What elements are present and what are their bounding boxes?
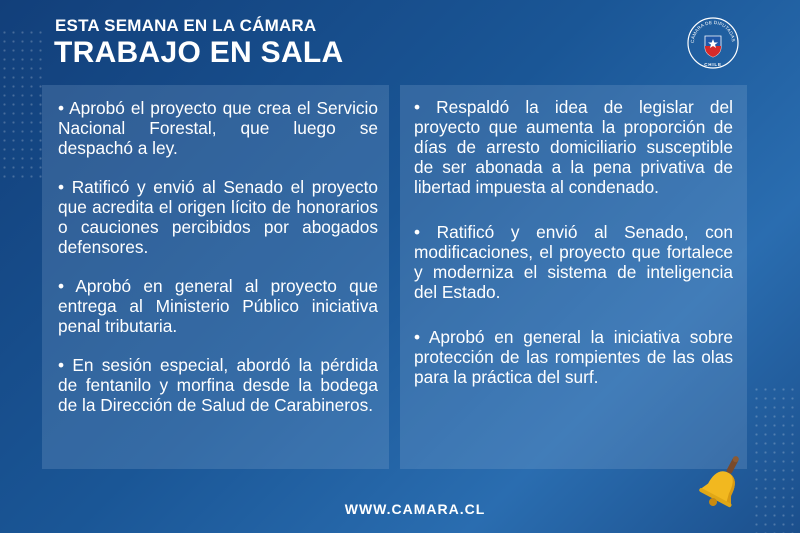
dot-pattern-top-left [0, 28, 42, 178]
list-item: • Ratificó y envió al Senado el proyecto que acredita el origen lícito de honorarios o cauciones percibidos por abogados defensores. [58, 177, 378, 257]
header-kicker: ESTA SEMANA EN LA CÁMARA [55, 16, 317, 35]
list-item: • Aprobó en general la iniciativa sobre protección de las rompientes de las olas para la práctica del surf. [414, 327, 733, 387]
list-item: • Ratificó y envió al Senado, con modificaciones, el proyecto que fortalece y moderniza el sistema de inteligencia del Estado. [414, 222, 733, 302]
website-link[interactable]: WWW.CAMARA.CL [344, 501, 486, 517]
page-title: TRABAJO EN SALA [54, 36, 344, 69]
bell-icon [695, 453, 747, 515]
logo-ring-text: CÁMARA DE DIPUTADAS [689, 19, 737, 44]
list-item: • Respaldó la idea de legislar del proyecto que aumenta la proporción de días de arresto domiciliario susceptible de ser abonada a la pena privativa de libertad impuesta al condenado. [414, 97, 733, 197]
logo-country-text: CHILE [704, 62, 722, 67]
left-column-card [42, 85, 389, 469]
right-column-card [400, 85, 747, 469]
list-item: • En sesión especial, abordó la pérdida de fentanilo y morfina desde la bodega de la Dirección de Salud de Carabineros. [58, 355, 378, 415]
chamber-seal-icon [686, 16, 740, 70]
list-item: • Aprobó en general al proyecto que entrega al Ministerio Público iniciativa penal tributaria. [58, 276, 378, 336]
list-item: • Aprobó el proyecto que crea el Servicio Nacional Forestal, que luego se despachó a ley. [58, 98, 378, 158]
